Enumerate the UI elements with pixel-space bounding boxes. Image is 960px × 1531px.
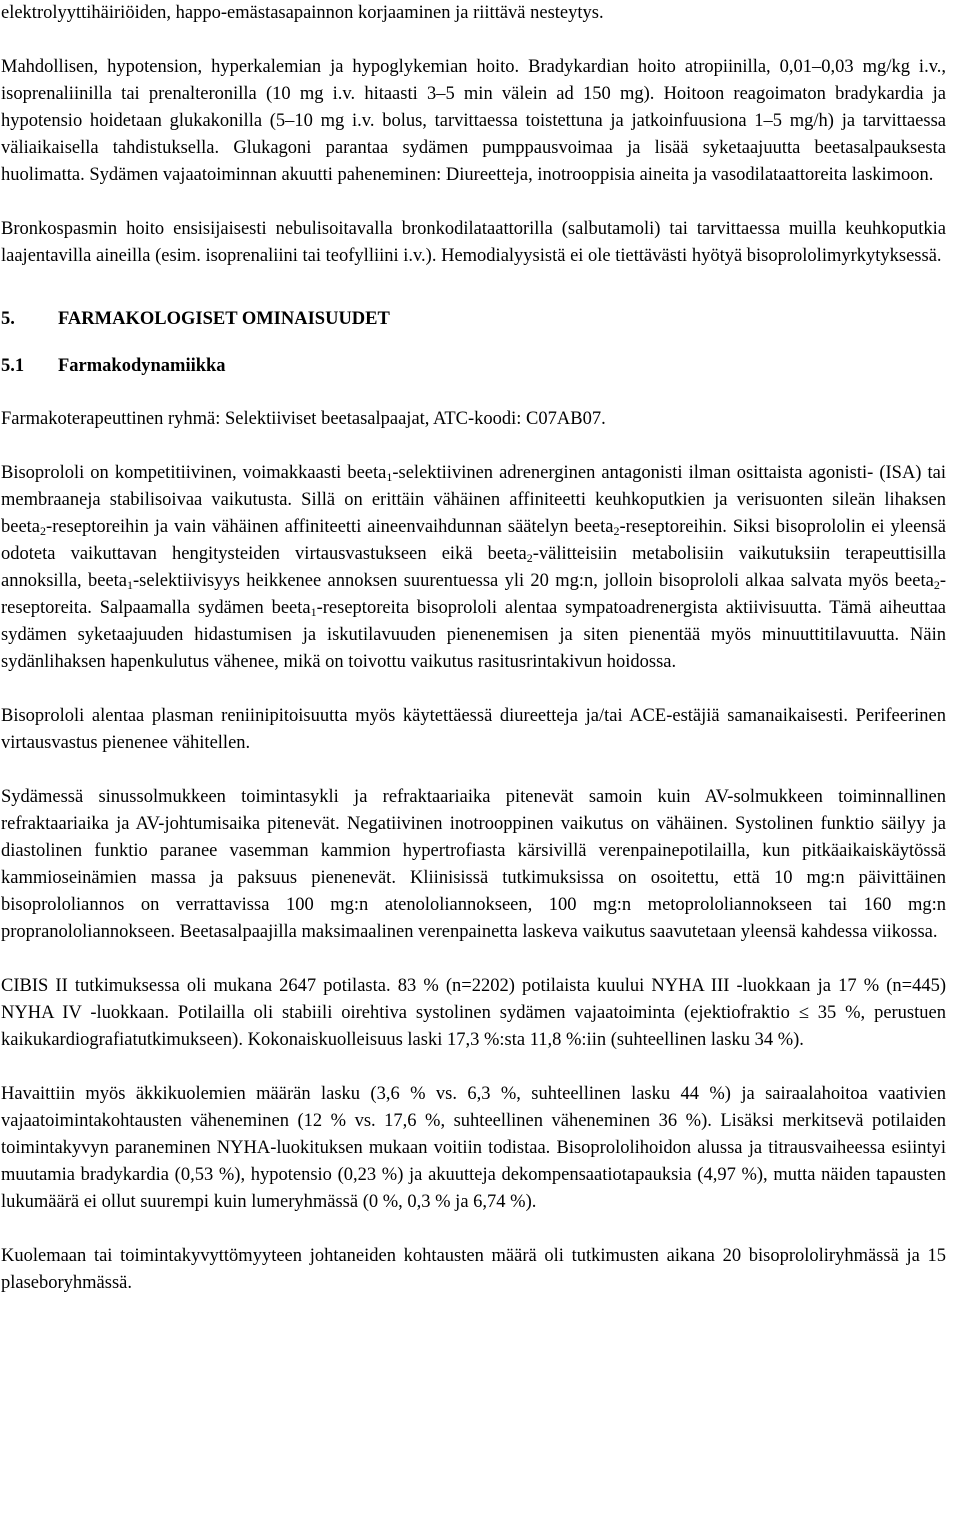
paragraph-electrolytes: elektrolyyttihäiriöiden, happo-emästasapainnon korjaaminen ja riittävä nesteytys. <box>1 3 604 23</box>
paragraph-hypotension-treatment: Mahdollisen, hypotension, hyperkalemian ja hypoglykemian hoito. Bradykardian hoito atropiinilla, 0,01–0,03 mg/kg i.v., isoprenaliinilla tai prenalteronilla (10 mg i.v. hitaasti 3–5 min välein ad 150 mg). Hoitoon reagoimaton bradykardia ja hypotensio hoidetaan glukakonilla (5–10 mg i.v. bolus, tarvittaessa toistettuna ja jatkoinfuusiona 1–5 mg/h) ja tarvittaessa väliaikaisella tahdistuksella. Glukagoni parantaa sydämen pumppausvoimaa ja lisää syketaajuutta beetasalpauksesta huolimatta. Sydämen vajaatoiminnan akuutti paheneminen: Diureetteja, inotrooppisia aineita ja vasodilataattoreita laskimoon. <box>1 57 946 185</box>
paragraph-bronchospasm: Bronkospasmin hoito ensisijaisesti nebulisoitavalla bronkodilataattorilla (salbutamoli) tai tarvittaessa muilla keuhkoputkia laajentavilla aineilla (esim. isoprenaliini tai teofylliini i.v.). Hemodialyysistä ei ole tiettävästi hyötyä bisoprololimyrkytyksessä. <box>1 219 946 266</box>
section-heading-5 <box>1 306 946 333</box>
paragraph-pharmacotherapeutic-group: Farmakoterapeuttinen ryhmä: Selektiiviset beetasalpaajat, ATC-koodi: C07AB07. <box>1 409 606 429</box>
section-number: 5. <box>1 309 15 329</box>
section-title: FARMAKOLOGISET OMINAISUUDET <box>58 309 390 329</box>
paragraph-bisoprolol-mechanism: Bisoprololi on kompetitiivinen, voimakkaasti beeta$_1$-selektiivinen adrenerginen antagonisti ilman osittaista agonisti- (ISA) tai membraaneja stabilisoivaa vaikutusta. Sillä on erittäin vähäinen affiniteetti keuhkoputkien ja verisuonten sileän lihaksen beeta$_2$-reseptoreihin ja vain vähäinen affiniteetti aineenvaihdunnan säätelyn beeta$_2$-reseptoreihin. Siksi bisoprololin ei yleensä odoteta vaikuttavan hengitysteiden virtausvastukseen eikä beeta$_2$-välitteisiin metabolisiin vaikutuksiin terapeuttisilla annoksilla, beeta$_1$-selektiivisyys heikkenee annoksen suurentuessa yli 20 mg:n, jolloin bisoprololi alkaa salvata myös beeta$_2$-reseptoreita. Salpaamalla sydämen beeta$_1$-reseptoreita bisoprololi alentaa sympatoadrenergista aktiivisuutta. Tämä aiheuttaa sydämen syketaajuuden hidastumisen ja iskutilavuuden pienenemisen ja siten pienentää myös minuuttitilavuutta. Näin sydänlihaksen hapenkulutus vähenee, mikä on toivottu vaikutus rasitusrintakivun hoidossa. <box>1 463 946 672</box>
section-heading-5-1 <box>1 353 946 380</box>
paragraph-deaths: Kuolemaan tai toimintakyvyttömyyteen johtaneiden kohtausten määrä oli tutkimusten aikana 20 bisoprololiryhmässä ja 15 plaseboryhmässä. <box>1 1246 946 1293</box>
section-number: 5.1 <box>1 356 25 376</box>
paragraph-cibis-ii: CIBIS II tutkimuksessa oli mukana 2647 potilasta. 83 % (n=2202) potilaista kuului NYHA III -luokkaan ja 17 % (n=445) NYHA IV -luokkaan. Potilailla oli stabiili oirehtiva systolinen sydämen vajaatoiminta (ejektiofraktio ≤ 35 %, perustuen kaikukardiografiatutkimukseen). Kokonaiskuolleisuus laski 17,3 %:sta 11,8 %:iin (suhteellinen lasku 34 %). <box>1 976 946 1050</box>
paragraph-sudden-death: Havaittiin myös äkkikuolemien määrän lasku (3,6 % vs. 6,3 %, suhteellinen lasku 44 %) ja sairaalahoitoa vaativien vajaatoimintakohtausten väheneminen (12 % vs. 17,6 %, suhteellinen väheneminen 36 %). Lisäksi merkitsevä potilaiden toimintakyvyn paraneminen NYHA-luokituksen mukaan voitiin todistaa. Bisoprololihoidon alussa ja titrausvaiheessa esiintyi muutamia bradykardia (0,53 %), hypotensio (0,23 %) ja akuutteja dekompensaatiotapauksia (4,97 %), mutta näiden tapausten lukumäärä ei ollut suurempi kuin lumeryhmässä (0 %, 0,3 % ja 6,74 %). <box>1 1084 946 1212</box>
section-title: Farmakodynamiikka <box>58 356 226 376</box>
paragraph-cardiac-effects: Sydämessä sinussolmukkeen toimintasykli ja refraktaariaika pitenevät samoin kuin AV-solmukkeen toiminnallinen refraktaariaika ja AV-johtumisaika pitenevät. Negatiivinen inotrooppinen vaikutus on vähäinen. Systolinen funktio säilyy ja diastolinen funktio paranee vasemman kammion hypertrofiasta kärsivillä verenpainepotilailla, kun pitkäaikaiskäytössä kammioseinämien massa ja paksuus pienenevät. Kliinisissä tutkimuksissa on osoitettu, että 10 mg:n päivittäinen bisoprololiannos on verrattavissa 100 mg:n atenololiannokseen, 100 mg:n metoprololiannokseen tai 160 mg:n propranololiannokseen. Beetasalpaajilla maksimaalinen verenpainetta laskeva vaikutus saavutetaan yleensä kahdessa viikossa. <box>1 787 946 942</box>
paragraph-renin: Bisoprololi alentaa plasman reniinipitoisuutta myös käytettäessä diureetteja ja/tai ACE-estäjiä samanaikaisesti. Perifeerinen virtausvastus pienenee vähitellen. <box>1 706 946 753</box>
